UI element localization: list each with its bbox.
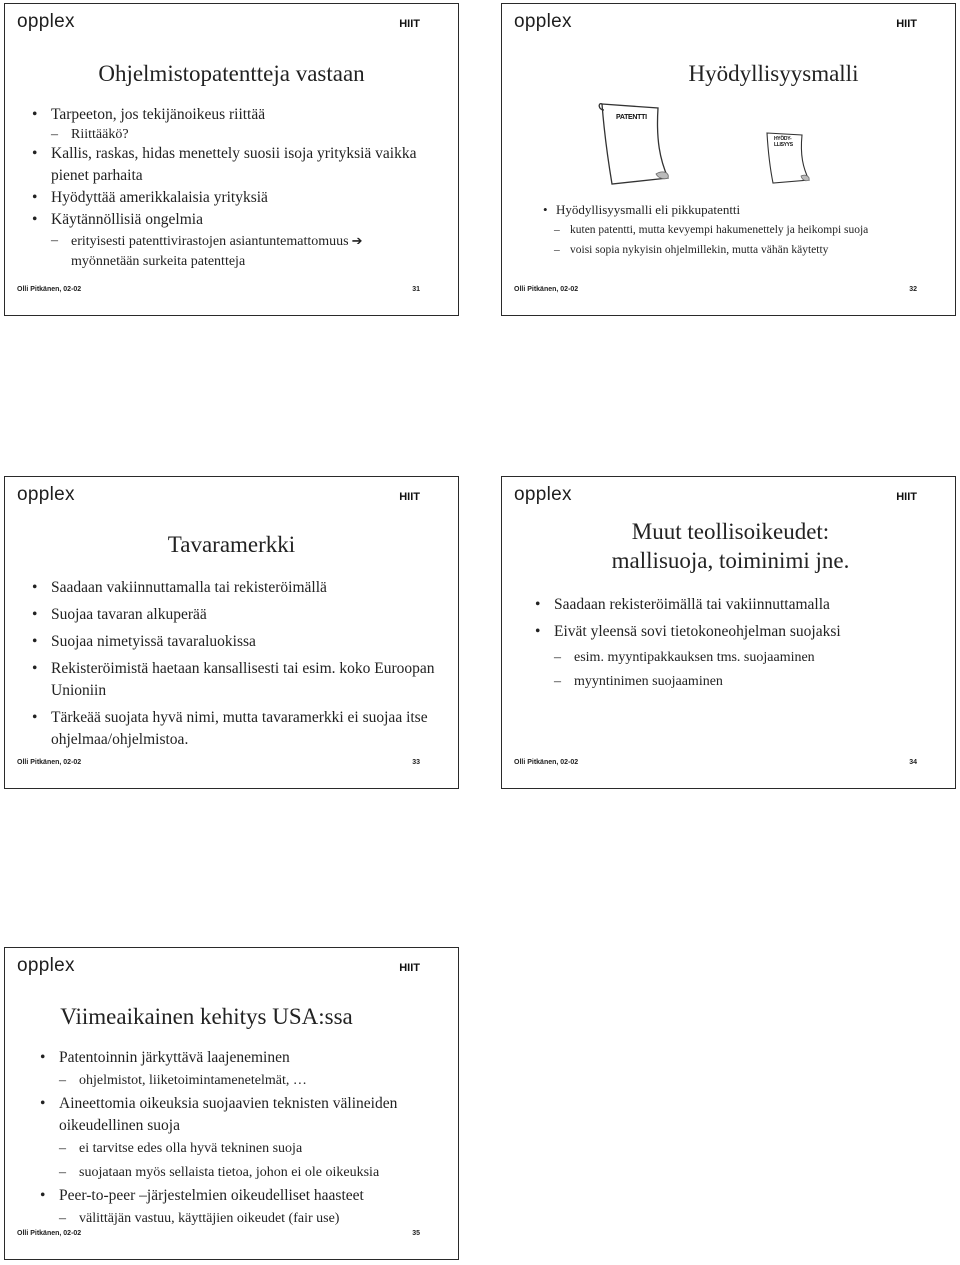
slide-footer (17, 286, 420, 293)
org-logo: HIIT (896, 18, 917, 30)
arrow-right-icon: ➔ (351, 233, 363, 248)
scroll-label: PATENTTI (616, 114, 647, 121)
bullet: • Saadaan vakiinnuttamalla tai rekisteröimällä (31, 577, 436, 599)
bullet: • Käytännöllisiä ongelmia (31, 209, 436, 231)
page-number: 33 (412, 759, 420, 766)
brand-logo: opplex (514, 11, 572, 32)
brand-logo: opplex (17, 484, 75, 505)
slide-body (31, 577, 436, 751)
sub-bullet: – voisi sopia nykyisin ohjelmillekin, mutta vähän käytetty (542, 240, 952, 260)
sub-bullet: – kuten patentti, mutta kevyempi hakumenettely ja heikompi suoja (542, 220, 952, 240)
sub-bullet: – ei tarvitse edes olla hyvä tekninen suoja (39, 1137, 439, 1161)
footer-author: Olli Pitkänen, 02-02 (17, 1230, 82, 1237)
scroll-label: HYÖDY- LLISYYS (774, 136, 793, 148)
slide-body (542, 200, 952, 260)
slide-31 (4, 3, 459, 316)
brand-logo: opplex (17, 11, 75, 32)
footer-author: Olli Pitkänen, 02-02 (514, 286, 579, 293)
slide-footer (514, 759, 917, 766)
bullet: • Kallis, raskas, hidas menettely suosii isoja yrityksiä vaikka pienet parhaita (31, 143, 436, 187)
org-logo: HIIT (399, 962, 420, 974)
footer-author: Olli Pitkänen, 02-02 (17, 286, 82, 293)
brand-logo: opplex (17, 955, 75, 976)
sub-bullet: – välittäjän vastuu, käyttäjien oikeudet (fair use) (39, 1207, 439, 1231)
slide-title-line: Muut teollisoikeudet: (631, 519, 830, 544)
footer-author: Olli Pitkänen, 02-02 (514, 759, 579, 766)
slide-33 (4, 476, 459, 789)
slide-title: Hyödyllisyysmalli (688, 61, 859, 86)
page-number: 34 (909, 759, 917, 766)
slide-title: Viimeaikainen kehitys USA:ssa (60, 1004, 353, 1029)
bullet: • Tarpeeton, jos tekijänoikeus riittää (31, 104, 436, 126)
bullet: • Saadaan rekisteröimällä tai vakiinnuttamalla (534, 594, 944, 616)
page-number: 31 (412, 286, 420, 293)
sub-bullet-text: erityisesti patenttivirastojen asiantuntemattomuus (71, 234, 349, 249)
slide-footer (514, 286, 917, 293)
org-logo: HIIT (399, 491, 420, 503)
bullet: • Hyödyttää amerikkalaisia yrityksiä (31, 187, 436, 209)
sub-bullet: – esim. myyntipakkauksen tms. suojaaminen (534, 646, 944, 670)
sub-bullet (31, 231, 436, 272)
sub-bullet: – suojataan myös sellaista tietoa, johon ei ole oikeuksia (39, 1161, 439, 1185)
slide-body (39, 1047, 439, 1231)
bullet: • Tärkeää suojata hyvä nimi, mutta tavaramerkki ei suojaa itse ohjelmaa/ohjelmistoa. (31, 707, 436, 751)
brand-logo: opplex (514, 484, 572, 505)
slide-body (31, 104, 436, 272)
bullet: • Suojaa nimetyissä tavaraluokissa (31, 631, 436, 653)
bullet: • Hyödyllisyysmalli eli pikkupatentti (542, 200, 952, 220)
bullet: • Aineettomia oikeuksia suojaavien teknisten välineiden oikeudellinen suoja (39, 1093, 439, 1137)
slide-title: Tavaramerkki (167, 532, 296, 557)
org-logo: HIIT (896, 491, 917, 503)
bullet: • Peer-to-peer –järjestelmien oikeudelliset haasteet (39, 1185, 439, 1207)
page-number: 32 (909, 286, 917, 293)
slide-title-line: mallisuoja, toiminimi jne. (611, 548, 850, 573)
slide-footer (17, 1230, 420, 1237)
sub-bullet-continuation: myönnetään surkeita patentteja (71, 254, 246, 269)
slide-footer (17, 759, 420, 766)
sub-bullet: – Riittääkö? (31, 126, 436, 143)
bullet: • Rekisteröimistä haetaan kansallisesti tai esim. koko Euroopan Unioniin (31, 658, 436, 702)
org-logo: HIIT (399, 18, 420, 30)
sub-bullet: – myyntinimen suojaaminen (534, 670, 944, 694)
slide-body (534, 594, 944, 694)
footer-author: Olli Pitkänen, 02-02 (17, 759, 82, 766)
bullet: • Patentoinnin järkyttävä laajeneminen (39, 1047, 439, 1069)
slide-35 (4, 947, 459, 1260)
slide-title (502, 517, 959, 575)
page-number: 35 (412, 1230, 420, 1237)
slide-34 (501, 476, 956, 789)
slide-32 (501, 3, 956, 316)
sub-bullet: – ohjelmistot, liiketoimintamenetelmät, … (39, 1069, 439, 1093)
bullet: • Suojaa tavaran alkuperää (31, 604, 436, 626)
bullet: • Eivät yleensä sovi tietokoneohjelman suojaksi (534, 621, 944, 643)
slide-title: Ohjelmistopatentteja vastaan (98, 61, 365, 86)
